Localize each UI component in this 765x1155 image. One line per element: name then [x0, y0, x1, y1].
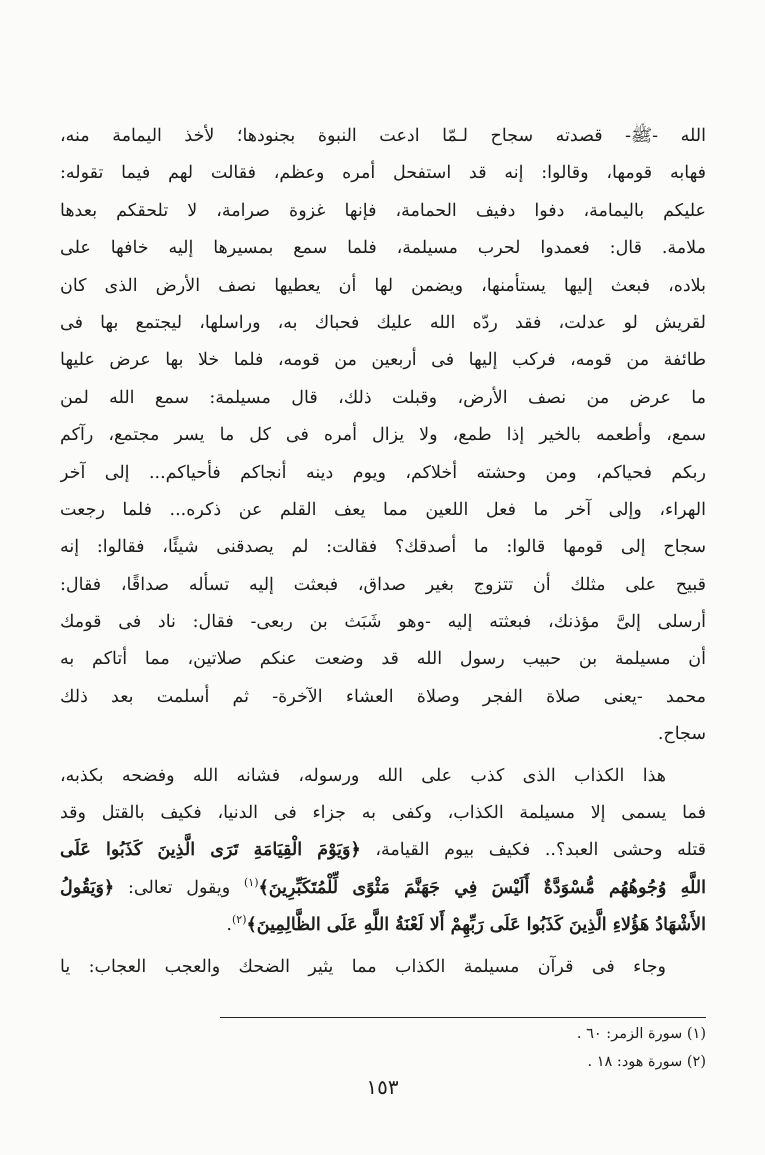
text-segment: .	[226, 915, 232, 936]
text-line: عليكم باليمامة، دفوا دفيف الحمامة، فإنها غزوة صرامة، لا تلحقكم بعدها	[60, 200, 706, 221]
text-line: فهابه قومها، وقالوا: إنه قد استفحل أمره وعظم، فقالت لهم فيما تقوله:	[60, 163, 706, 184]
footnote: (٢) سورة هود: ١٨ .	[587, 1054, 706, 1070]
text-line: محمد -يعنى صلاة الفجر وصلاة العشاء الآخرة- ثم أسلمت بعد ذلك	[60, 686, 706, 707]
text-line: أرسلى إلىَّ مؤذنك، فبعثته إليه -وهو شَبَث بن ربعى- فقال: ناد فى قومك	[60, 612, 706, 633]
footnote-ref: (٢)	[232, 913, 247, 927]
quran-verse: اللَّهِ وُجُوهُهُم مُّسْوَدَّةٌ أَلَيْسَ فِي جَهَنَّمَ مَثْوًى لِّلْمُتَكَبِّرِينَ﴾	[258, 877, 706, 898]
text-line: قبيح على مثلك أن تتزوج بغير صداق، فبعثت إليه تسأله صداقًا، فقال:	[60, 574, 706, 595]
page-number: ١٥٣	[366, 1075, 399, 1099]
text-line	[60, 907, 706, 944]
text-line: هذا الكذاب الذى كذب على الله ورسوله، فشانه الله وفضحه بكذبه،	[60, 765, 666, 786]
footnote-divider	[220, 1017, 706, 1018]
text-line: وجاء فى قرآن مسيلمة الكذاب مما يثير الضحك والعجب العجاب: يا	[60, 956, 666, 977]
text-line: الهراء، وإلى آخر ما فعل اللعين مما يعف القلم عن ذكره... فلما رجعت	[60, 499, 706, 520]
paragraph-3	[60, 949, 706, 986]
text-line: طائفة من قومه، فركب إليها فى أربعين من قومه، فلما خلا بها عرض عليها	[60, 350, 706, 371]
text-line	[60, 832, 706, 869]
text-line	[60, 870, 706, 907]
text-line: أن مسيلمة بن حبيب رسول الله قد وضعت عنكم صلاتين، مما أتاكم به	[60, 649, 706, 670]
text-segment: قتله وحشى العبد؟.. فكيف بيوم القيامة،	[360, 840, 706, 861]
text-line: ملامة. قال: فعمدوا لحرب مسيلمة، فلما سمع بمسيرها إليه خافها على	[60, 238, 706, 259]
text-line: سجاح إلى قومها قالوا: ما أصدقك؟ فقالت: لم يصدقنى شيئًا، فقالوا: إنه	[60, 537, 706, 558]
quran-verse: ﴿وَيَقُولُ	[60, 877, 115, 898]
text-line: بلاده، فبعث إليها يستأمنها، ويضمن لها أن يعطيها نصف الأرض الذى كان	[60, 275, 706, 296]
text-line: فما يسمى إلا مسيلمة الكذاب، وكفى به جزاء فى الدنيا، فكيف بالقتل وقد	[60, 803, 706, 824]
text-line: ربكم فحياكم، ومن وحشته أخلاكم، ويوم دينه أنجاكم فأحياكم... إلى آخر	[60, 462, 706, 483]
quran-verse: ﴿وَيَوْمَ الْقِيَامَةِ تَرَى الَّذِينَ كَذَبُوا عَلَى	[60, 840, 361, 861]
text-line: سجاح.	[657, 724, 706, 745]
footnote-ref: (١)	[244, 875, 259, 889]
text-segment: ويقول تعالى:	[114, 877, 244, 898]
quran-verse: الأَشْهَادُ هَؤُلاءِ الَّذِينَ كَذَبُوا عَلَى رَبِّهِمْ أَلا لَعْنَةُ اللَّهِ عَلَى الظَّالِمِينَ﴾	[246, 915, 706, 936]
text-line: سمع، وأطعمه بالخير إذا طمع، ولا يزال أمره فى كل ما يسر مجتمع، رآكم	[60, 425, 706, 446]
footnotes	[60, 1020, 706, 1076]
paragraph-2	[60, 758, 706, 945]
text-line: لقريش لو عدلت، فقد ردّه الله عليك فحباك به، وراسلها، ليجتمع بها فى	[60, 312, 706, 333]
footnote: (١) سورة الزمر: ٦٠ .	[576, 1026, 706, 1042]
page-body	[60, 118, 706, 986]
text-line: ما عرض من نصف الأرض، وقبلت ذلك، قال مسيلمة: سمع الله لمن	[60, 387, 706, 408]
text-line: الله -ﷺ- قصدته سجاح لـمّا ادعت النبوة بجنودها؛ لأخذ اليمامة منه،	[60, 126, 706, 146]
paragraph-1	[60, 118, 706, 754]
